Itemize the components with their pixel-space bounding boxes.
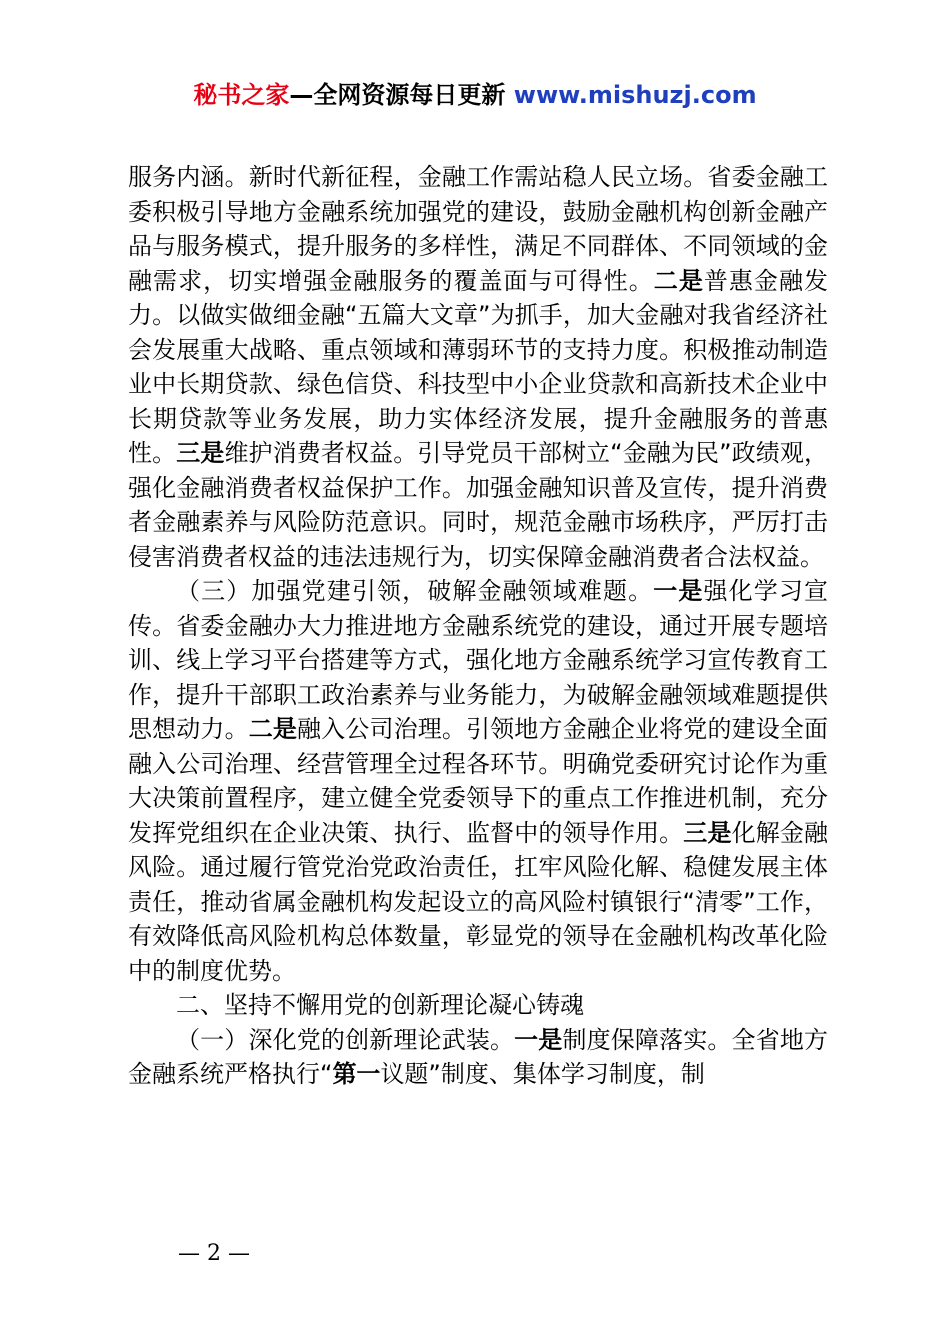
paragraph-2-text-2: 强化学习宣传。省委金融办大力推进地方金融系统党的建设，通过开展专题培训、线上学习平台搭建等方式，强化地方金融系统学习宣传教育工作，提升干部职工政治素养与业务能力，为破解金融领域难题提供思想动力。	[128, 577, 829, 743]
header-tagline: —全网资源每日更新	[289, 81, 506, 109]
paragraph-1-bold-2: 三是	[176, 439, 225, 467]
paragraph-2-text-3: 融入公司治理。引领地方金融企业将党的建设全面融入公司治理、经营管理全过程各环节。明确党委研究讨论作为重大决策前置程序，建立健全党委领导下的重点工作推进机制，充分发挥党组织在企业决策、执行、监督中的领导作用。	[128, 715, 829, 847]
paragraph-3-text-2: 制度保障落实。全省地方金融系统严格执行“	[128, 1025, 829, 1088]
paragraph-1	[128, 160, 828, 574]
paragraph-1-text-1: 服务内涵。新时代新征程，金融工作需站稳人民立场。省委金融工委积极引导地方金融系统加强党的建设，鼓励金融机构创新金融产品与服务模式，提升服务的多样性，满足不同群体、不同领域的金融需求，切实增强金融服务的覆盖面与可得性。	[128, 163, 828, 295]
paragraph-2-bold-1: 一是	[653, 577, 704, 605]
paragraph-1-text-3: 维护消费者权益。引导党员干部树立“金融为民”政绩观，强化金融消费者权益保护工作。加强金融知识普及宣传，提升消费者金融素养与风险防范意识。同时，规范金融市场秩序，严厉打击侵害消费者权益的违法违规行为，切实保障金融消费者合法权益。	[128, 439, 828, 571]
paragraph-1-text-2: 普惠金融发力。以做实做细金融“五篇大文章”为抓手，加大金融对我省经济社会发展重大战略、重点领域和薄弱环节的支持力度。积极推动制造业中长期贷款、绿色信贷、科技型中小企业贷款和高新技术企业中长期贷款等业务发展，助力实体经济发展，提升金融服务的普惠性。	[128, 266, 829, 467]
paragraph-3-bold-1: 一是	[514, 1025, 563, 1054]
site-url-link[interactable]: www.mishuzj.com	[513, 81, 757, 109]
paragraph-1-bold-1: 二是	[653, 266, 704, 295]
site-header	[0, 78, 950, 112]
page-number: — 2 —	[178, 1241, 250, 1266]
paragraph-2-bold-3: 三是	[683, 818, 732, 847]
document-body	[128, 160, 828, 1092]
paragraph-3-text-1: （一）深化党的创新理论武装。	[176, 1025, 515, 1054]
paragraph-2-text-1: （三）加强党建引领，破解金融领域难题。	[176, 577, 654, 605]
paragraph-3	[128, 1023, 828, 1092]
paragraph-2-text-4: 化解金融风险。通过履行管党治党政治责任，扛牢风险化解、稳健发展主体责任，推动省属金融机构发起设立的高风险村镇银行“清零”工作，有效降低高风险机构总体数量，彰显党的领导在金融机构改革化险中的制度优势。	[128, 818, 829, 985]
paragraph-3-text-3: 议题”制度、集体学习制度，制	[380, 1060, 705, 1088]
paragraph-2-bold-2: 二是	[248, 715, 298, 743]
section-heading: 二、坚持不懈用党的创新理论凝心铸魂	[176, 991, 584, 1019]
paragraph-3-bold-2: 第一	[332, 1060, 381, 1088]
paragraph-2	[128, 574, 828, 988]
brand-name: 秘书之家	[193, 81, 290, 109]
